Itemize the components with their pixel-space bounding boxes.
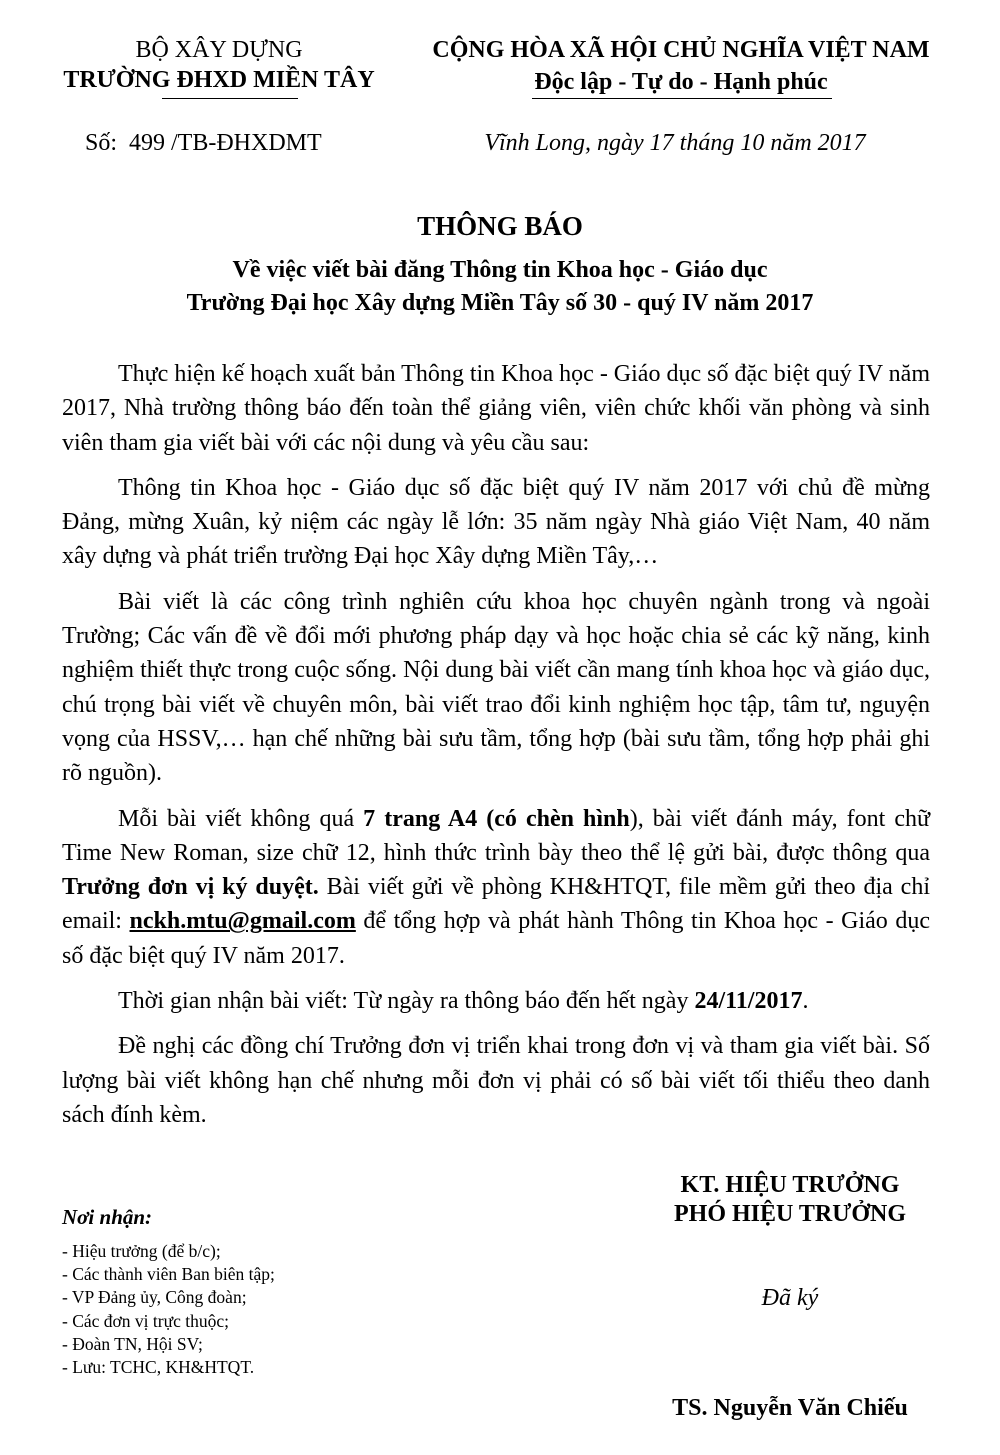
paragraph-1: Thực hiện kế hoạch xuất bản Thông tin Khoa học - Giáo dục số đặc biệt quý IV năm 2017, Nhà trường thông báo đến toàn thể giảng viên, viên chức khối văn phòng và sinh viên tham gia viết bài với các nội dung và yêu cầu sau:	[62, 361, 930, 456]
document-date: Vĩnh Long, ngày 17 tháng 10 năm 2017	[484, 130, 866, 156]
paragraph-4	[62, 802, 930, 973]
p5-text-a: Thời gian nhận bài viết: Từ ngày ra thông báo đến hết ngày	[118, 988, 695, 1015]
p4-text-a: Mỗi bài viết không quá	[118, 805, 364, 832]
document-subtitle-line2: Trường Đại học Xây dựng Miền Tây số 30 - quý IV năm 2017	[186, 290, 814, 316]
paragraph-5	[62, 984, 930, 1018]
list-item: - Lưu: TCHC, KH&HTQT.	[62, 1357, 255, 1378]
p4-text-g: Bài viết gửi về phòng KH&HTQT, file mềm gửi theo địa chỉ email:	[62, 874, 930, 935]
document-title: THÔNG BÁO	[417, 211, 583, 241]
list-item: - Các thành viên Ban biên tập;	[62, 1264, 275, 1285]
document-number: Số: 499 /TB-ĐHXDMT	[85, 130, 322, 156]
signature-title-1: KT. HIỆU TRƯỞNG	[680, 1172, 900, 1198]
document-subtitle-line1: Về việc viết bài đăng Thông tin Khoa học - Giáo dục	[232, 257, 768, 283]
recipients-list	[62, 1240, 275, 1379]
email-link[interactable]: nckh.mtu@gmail.com	[129, 908, 356, 935]
signature-title-2: PHÓ HIỆU TRƯỞNG	[673, 1201, 907, 1227]
list-item: - Đoàn TN, Hội SV;	[62, 1333, 203, 1354]
p4-text-e: ), bài viết đánh máy, font chữ Time New Roman, size chữ 12, hình thức trình bày theo thể lệ gửi bài, được thông qua	[62, 805, 930, 866]
paragraph-3: Bài viết là các công trình nghiên cứu khoa học chuyên ngành trong và ngoài Trường; Các vấn đề về đổi mới phương pháp dạy và học hoặc chia sẻ các kỹ năng, kinh nghiệm thiết thực trong cuộc sống. Nội dung bài viết cần mang tính khoa học và giáo dục, chú trọng bài viết về chuyên môn, bài viết trao đổi kinh nghiệm học tập, tâm tư, nguyện vọng của HSSV,… hạn chế những bài sưu tầm, tổng hợp (bài sưu tầm, tổng hợp phải ghi rõ nguồn).	[62, 588, 930, 787]
ministry-name: BỘ XÂY DỰNG	[135, 37, 303, 63]
p5-text-c: .	[802, 988, 809, 1015]
recipients-title: Nơi nhận:	[62, 1205, 153, 1229]
list-item: - Các đơn vị trực thuộc;	[62, 1310, 229, 1331]
school-underline	[162, 98, 298, 99]
paragraph-2: Thông tin Khoa học - Giáo dục số đặc biệt quý IV năm 2017 với chủ đề mừng Đảng, mừng Xuân, kỷ niệm các ngày lễ lớn: 35 năm ngày Nhà giáo Việt Nam, 40 năm xây dựng và phát triển trường Đại học Xây dựng Miền Tây,…	[62, 474, 930, 570]
p4-approval: Trưởng đơn vị ký duyệt.	[62, 874, 319, 901]
paragraph-6: Đề nghị các đồng chí Trưởng đơn vị triển khai trong đơn vị và tham gia viết bài. Số lượng bài viết không hạn chế nhưng mỗi đơn vị phải có số bài viết tối thiểu theo danh sách đính kèm.	[62, 1033, 930, 1128]
motto-underline	[532, 98, 832, 99]
national-motto: Độc lập - Tự do - Hạnh phúc	[534, 69, 828, 95]
country-name: CỘNG HÒA XÃ HỘI CHỦ NGHĨA VIỆT NAM	[432, 37, 930, 63]
signed-note: Đã ký	[761, 1285, 819, 1311]
p4-with-images: có chèn hình	[494, 805, 630, 832]
p4-page-limit: 7 trang A4	[363, 805, 478, 832]
list-item: - Hiệu trưởng (để b/c);	[62, 1241, 221, 1261]
document-body	[62, 357, 930, 1143]
signer-name: TS. Nguyễn Văn Chiếu	[672, 1395, 908, 1421]
deadline-date: 24/11/2017	[694, 988, 803, 1015]
school-name: TRƯỜNG ĐHXD MIỀN TÂY	[63, 67, 375, 93]
p4-paren-open: (	[477, 805, 495, 832]
list-item: - VP Đảng ủy, Công đoàn;	[62, 1287, 247, 1308]
p4-text-h: để tổng hợp và phát hành Thông tin Khoa học - Giáo dục số đặc biệt quý IV năm 2017.	[62, 908, 930, 969]
